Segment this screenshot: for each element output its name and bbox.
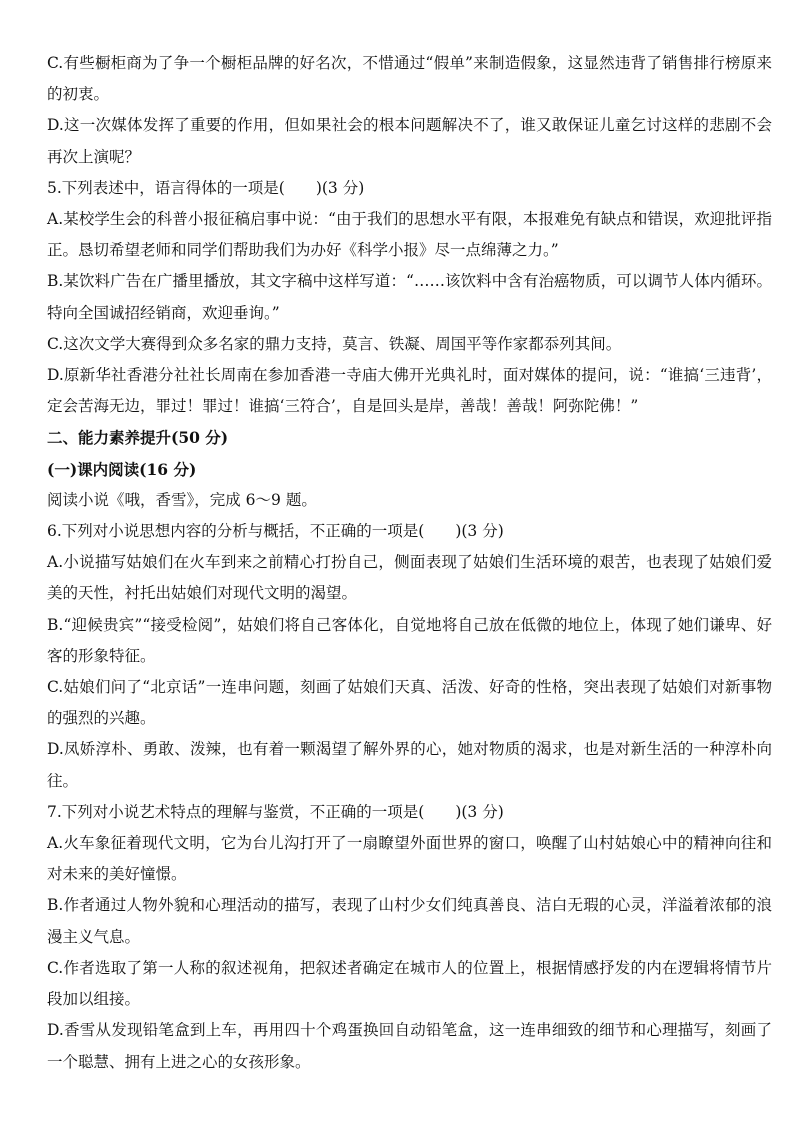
reading-instruction: 阅读小说《哦，香雪》，完成 6～9 题。 xyxy=(47,490,317,509)
option-6a: A.小说描写姑娘们在火车到来之前精心打扮自己，侧面表现了姑娘们生活环境的艰苦，也表现了姑娘们爱美的天性，衬托出姑娘们对现代文明的渴望。 xyxy=(47,553,772,603)
option-6d: D.凤娇淳朴、勇敢、泼辣，也有着一颗渴望了解外界的心，她对物质的渴求，也是对新生活的一种淳朴向往。 xyxy=(47,740,772,790)
option-7a: A.火车象征着现代文明，它为台儿沟打开了一扇瞭望外面世界的窗口，唤醒了山村姑娘心中的精神向往和对未来的美好憧憬。 xyxy=(47,834,772,884)
option-4d: D.这一次媒体发挥了重要的作用，但如果社会的根本问题解决不了，谁又敢保证儿童乞讨这样的悲剧不会再次上演呢？ xyxy=(47,116,772,166)
option-5b: B.某饮料广告在广播里播放，其文字稿中这样写道：“……该饮料中含有治癌物质，可以调节人体内循环。特向全国诚招经销商，欢迎垂询。” xyxy=(47,272,772,322)
question-7: 7.下列对小说艺术特点的理解与鉴赏，不正确的一项是( )(3 分) xyxy=(47,802,504,821)
section-heading: 二、能力素养提升(50 分) xyxy=(47,428,229,448)
question-5: 5.下列表述中，语言得体的一项是( )(3 分) xyxy=(47,178,365,197)
option-5a: A.某校学生会的科普小报征稿启事中说：“由于我们的思想水平有限，本报难免有缺点和错误，欢迎批评指正。恳切希望老师和同学们帮助我们为办好《科学小报》尽一点绵薄之力。” xyxy=(47,210,772,260)
option-6b: B.“迎候贵宾”“接受检阅”，姑娘们将自己客体化，自觉地将自己放在低微的地位上，体现了她们谦卑、好客的形象特征。 xyxy=(47,615,772,665)
option-7d: D.香雪从发现铅笔盒到上车，再用四十个鸡蛋换回自动铅笔盒，这一连串细致的细节和心理描写，刻画了一个聪慧、拥有上进之心的女孩形象。 xyxy=(47,1021,772,1071)
question-6: 6.下列对小说思想内容的分析与概括，不正确的一项是( )(3 分) xyxy=(47,522,504,541)
subsection-heading: (一)课内阅读(16 分) xyxy=(47,459,197,479)
option-7c: C.作者选取了第一人称的叙述视角，把叙述者确定在城市人的位置上，根据情感抒发的内在逻辑将情节片段加以组接。 xyxy=(47,958,772,1009)
option-7b: B.作者通过人物外貌和心理活动的描写，表现了山村少女们纯真善良、洁白无瑕的心灵，洋溢着浓郁的浪漫主义气息。 xyxy=(47,896,772,946)
option-5c: C.这次文学大赛得到众多名家的鼎力支持，莫言、铁凝、周国平等作家都忝列其间。 xyxy=(47,334,622,353)
option-4c: C.有些橱柜商为了争一个橱柜品牌的好名次，不惜通过“假单”来制造假象，这显然违背了销售排行榜原来的初衷。 xyxy=(47,54,772,104)
option-6c: C.姑娘们问了“北京话”一连串问题，刻画了姑娘们天真、活泼、好奇的性格，突出表现了姑娘们对新事物的强烈的兴趣。 xyxy=(47,678,772,728)
document-page xyxy=(47,48,772,1078)
option-5d: D.原新华社香港分社社长周南在参加香港一寺庙大佛开光典礼时，面对媒体的提问，说：“谁搞‘三违背’，定会苦海无边，罪过！罪过！谁搞‘三符合’，自是回头是岸，善哉！善哉！阿弥陀佛！” xyxy=(47,366,772,416)
